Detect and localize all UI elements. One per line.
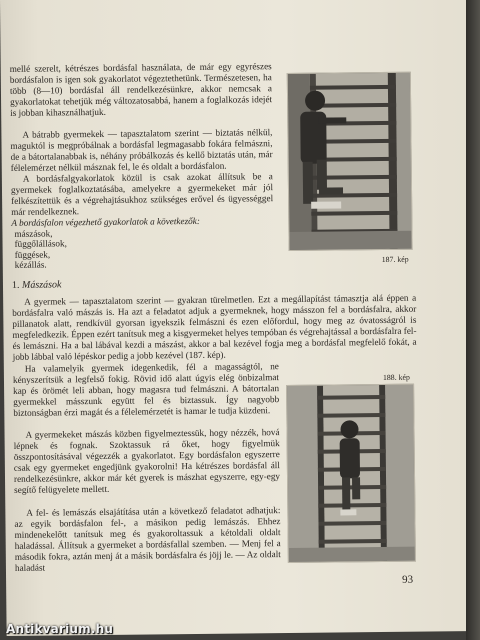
body-paragraph: Ha valamelyik gyermek idegenkedik, fél a magasságtól, ne kényszerítsük a legfelső fokig. Rövid idő alatt úgyis elég önbizalmat kap és örömét leli abban, hogy magasra tud felmászni. A bátortalan gyermekkel másszunk együtt fel és biztassuk. Így nagyobb biztonságban érzi magát és a félelemérzetét is hamar le tudja küzdeni. (12, 361, 280, 419)
section-heading (12, 279, 62, 291)
caption-187: 187. kép (381, 254, 409, 265)
list-intro: A bordásfalon végezhető gyakorlatok a következők: (11, 215, 200, 228)
section-title: Mászások (21, 279, 62, 291)
photo-188 (286, 384, 416, 563)
body-paragraph: A gyermekeket mászás közben figyelmeztessük, hogy nézzék, hová lépnek és fognak. Szoktassuk rá őket, hogy figyelmük összpontosításával végezzék a gyakorlatot. Egy bordásfalon egyszerre csak egy gyermeket engedjünk gyakorolni! Ha kétrészes bordásfal áll rendelkezésünkre, akkor már két gyerek is mászhat egyszerre, egy-egy segítő felügyelete mellett. (13, 427, 281, 496)
climbing-wall-image (287, 385, 415, 562)
body-paragraph: A gyermek — tapasztalatom szerint — gyakran türelmetlen. Ezt a megállapítást támasztja alá éppen a bordásfalra való mászás is. Ha azt a feladatot adjuk a gyermeknek, hogy másszon fel a bordásfalra, akkor pillanatok alatt, rendkívül gyorsan igyekszik felmászni és ezen előfordul, hogy meg az óvatosságról is megfeledkezik. Éppen ezért tanítsuk meg a kisgyermeket helyes tempóban és végrehajtással a bordásfalra fel- és lemászni. Ha a bal lábával kezdi a mászást, akkor a bal kezével fogja meg a bordásfal megfelelő fokát, a jobb lábbal való lépéskor pedig a jobb kezével (187. kép). (12, 292, 417, 363)
list-item: függések, (14, 249, 51, 260)
section-number: 1. (11, 279, 20, 291)
list-item: függőlállások, (14, 238, 67, 250)
list-item: kézállás. (14, 259, 47, 271)
list-item: mászások, (14, 228, 53, 239)
body-paragraph: A bátrabb gyermekek — tapasztalatom szerint — biztatás nélkül, maguktól is megpróbálnak a bordásfal legmagasabb fokára felmászni, de a bátortalanabbak is, néhány próbálkozás és kellő biztatás után, már félelemérzet nélkül másznak fel, le és oldalt a bordásfalon. (10, 127, 273, 174)
caption-188: 188. kép (382, 372, 410, 383)
book-edge (466, 0, 480, 640)
body-paragraph: A bordásfalgyakorlatok közül is csak azokat állítsuk be a gyermekek foglalkoztatásába, amelyekre a gyermekeket már jól felkészítettük és a végrehajtásukhoz szükséges erővel és ügyességgel már rendelkeznek. (10, 171, 274, 218)
body-paragraph: mellé szerelt, kétrészes bordásfal használata, de már egy egyrészes bordásfalon is igen sok gyakorlatot végeztethetünk. Természetesen, ha több (8—10) bordásfal áll rendelkezésünkre, akkor nemcsak a gyakorlatokat tehetjük még változatosabbá, hanem a foglalkozás idejét is jobban kihasználhatjuk. (9, 61, 273, 119)
photo-187 (287, 72, 413, 251)
page-number: 93 (402, 573, 414, 586)
climbing-wall-image (288, 73, 412, 250)
body-paragraph: A fel- és lemászás elsajátítása után a következő feladatot adhatjuk: az egyik bordásfalon fel-, a másikon pedig lemászás. Ehhez mindenekelőtt tanítsuk meg és gyakoroltassuk a kétoldali oldalt haladással. Állítsuk a gyermeket a bordásfallal szemben. — Menj fel a második fokra, aztán menj át a másik bordásfalra és jöjj le. — Az oldalt haladást (14, 505, 281, 574)
watermark: Antikvarium.hu (6, 622, 114, 636)
exercise-list (11, 215, 274, 271)
